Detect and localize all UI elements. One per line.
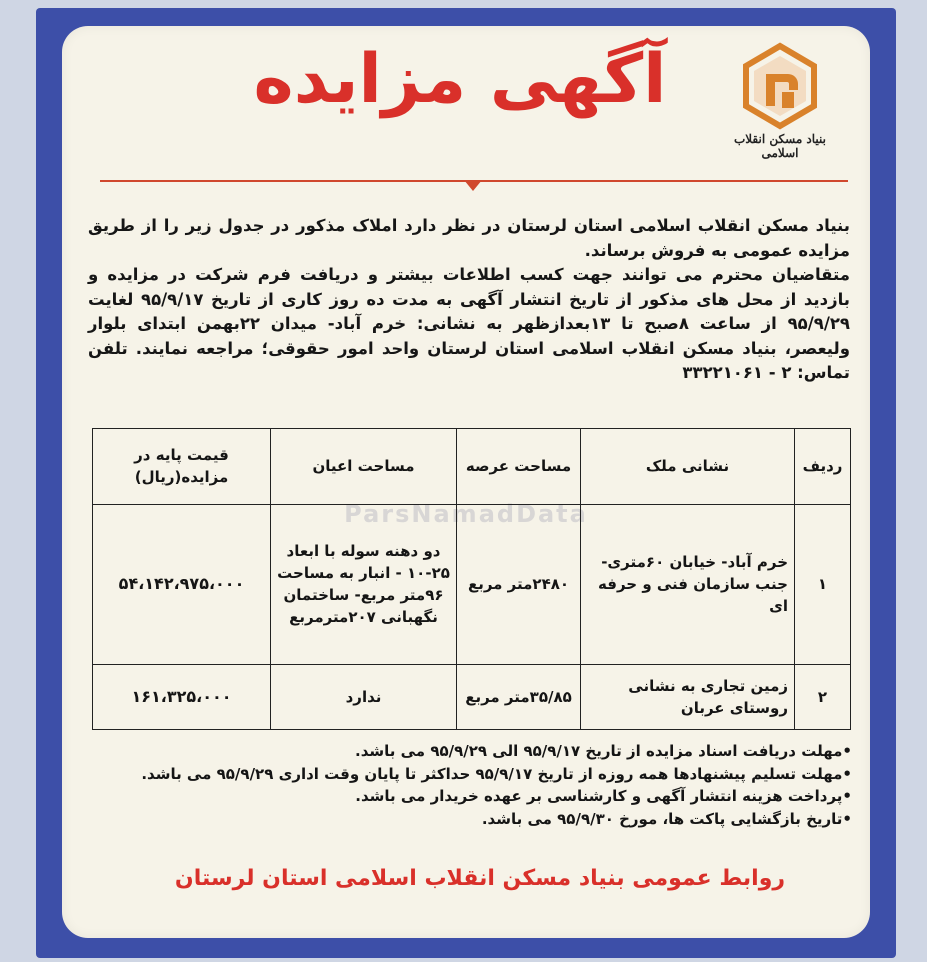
cell-land-area: ۲۴۸۰متر مربع	[457, 504, 581, 664]
watermark-text: ParsNamadData	[344, 500, 588, 528]
cell-land-area: ۳۵/۸۵متر مربع	[457, 664, 581, 729]
table-header-row	[93, 429, 851, 505]
cell-building-area: دو دهنه سوله با ابعاد ۲۵-۱۰ - انبار به مساحت ۹۶متر مربع- ساختمان نگهبانی ۲۰۷مترمربع	[271, 504, 457, 664]
cell-base-price: ۵۴،۱۴۲،۹۷۵،۰۰۰	[93, 504, 271, 664]
brand-name: بنیاد مسکن انقلاب اسلامی	[733, 132, 827, 160]
intro-paragraph-1: بنیاد مسکن انقلاب اسلامی استان لرستان در نظر دارد املاک مذکور در جدول زیر را از طریق مزایده عمومی به فروش برساند.	[88, 216, 850, 260]
note-item: •تاریخ بازگشایی پاکت ها، مورخ ۹۵/۹/۳۰ می باشد.	[481, 809, 852, 828]
col-header-base-price: قیمت پایه در مزایده(ریال)	[93, 429, 271, 505]
intro-paragraph-2: متقاضیان محترم می توانند جهت کسب اطلاعات بیشتر و دریافت فرم شرکت در مزایده و بازدید از محل های مذکور از تاریخ انتشار آگهی به مدت ده روز کاری از تاریخ ۹۵/۹/۱۷ لغایت ۹۵/۹/۲۹ از ساعت ۸صبح تا ۱۳بعدازظهر به نشانی: خرم آباد- میدان ۲۲بهمن ابتدای بلوار ولیعصر، بنیاد مسکن انقلاب اسلامی استان لرستان واحد امور حقوقی؛ مراجعه نمایند. تلفن تماس: ۲ - ۳۳۲۲۱۰۶۱	[88, 265, 850, 382]
note-item: •مهلت دریافت اسناد مزایده از تاریخ ۹۵/۹/۱۷ الی ۹۵/۹/۲۹ می باشد.	[355, 742, 852, 760]
note-item: •پرداخت هزینه انتشار آگهی و کارشناسی بر عهده خریدار می باشد.	[355, 787, 852, 805]
cell-address: خرم آباد- خیابان ۶۰متری- جنب سازمان فنی و حرفه ای	[581, 504, 795, 664]
auction-table	[92, 428, 851, 730]
divider-arrow-icon	[464, 180, 482, 191]
cell-address: زمین تجاری به نشانی روستای عربان	[581, 664, 795, 729]
notes-list	[92, 740, 852, 830]
footer-signature: روابط عمومی بنیاد مسکن انقلاب اسلامی استان لرستان	[174, 866, 786, 891]
table-row	[93, 504, 851, 664]
col-header-index: ردیف	[795, 429, 851, 505]
intro-text	[88, 214, 850, 386]
page-title: آگهی مزایده	[253, 40, 667, 119]
cell-index: ۲	[795, 664, 851, 729]
cell-index: ۱	[795, 504, 851, 664]
note-item: •مهلت تسلیم پیشنهادها همه روزه از تاریخ ۹۵/۹/۱۷ حداکثر تا پایان وقت اداری ۹۵/۹/۲۹ می باشد.	[141, 764, 852, 783]
cell-base-price: ۱۶۱،۳۲۵،۰۰۰	[93, 664, 271, 729]
col-header-building-area: مساحت اعیان	[271, 429, 457, 505]
cell-building-area: ندارد	[271, 664, 457, 729]
col-header-address: نشانی ملک	[581, 429, 795, 505]
col-header-land-area: مساحت عرصه	[457, 429, 581, 505]
table-row	[93, 664, 851, 729]
